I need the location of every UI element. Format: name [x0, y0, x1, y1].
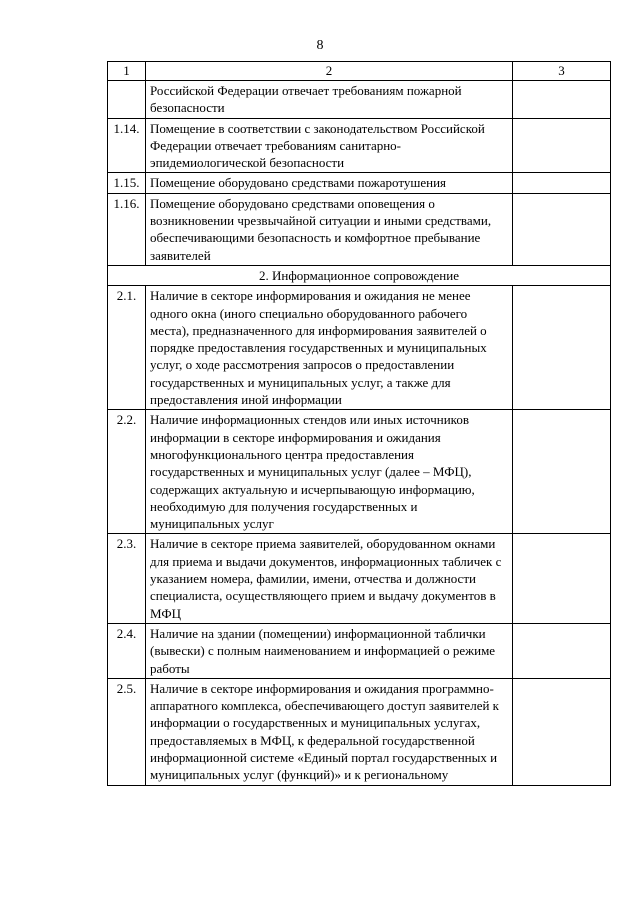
row-text: Наличие в секторе информирования и ожидания программно-аппаратного комплекса, обеспечивающего доступ заявителей к информации о государственных и муниципальных услугах, предоставляемых в МФЦ, к федеральной государственной информационной системе «Единый портал государственных и муниципальных услуг (функций)» и к региональному	[146, 678, 513, 785]
row-number: 1.14.	[108, 118, 146, 173]
table-row	[108, 173, 611, 193]
row-number: 2.2.	[108, 410, 146, 534]
table-header-row	[108, 62, 611, 81]
row-value-cell	[513, 534, 611, 623]
row-number: 2.4.	[108, 623, 146, 678]
row-value-cell	[513, 173, 611, 193]
row-text: Помещение в соответствии с законодательством Российской Федерации отвечает требованиям санитарно-эпидемиологической безопасности	[146, 118, 513, 173]
row-number: 1.16.	[108, 193, 146, 265]
section-title: 2. Информационное сопровождение	[108, 265, 611, 285]
row-value-cell	[513, 623, 611, 678]
row-text: Наличие на здании (помещении) информационной таблички (вывески) с полным наименованием и информацией о режиме работы	[146, 623, 513, 678]
row-value-cell	[513, 193, 611, 265]
checklist-table	[107, 61, 611, 786]
table-row	[108, 193, 611, 265]
row-number: 2.1.	[108, 286, 146, 410]
page-number: 8	[316, 38, 324, 53]
row-value-cell	[513, 286, 611, 410]
row-text: Помещение оборудовано средствами пожаротушения	[146, 173, 513, 193]
row-value-cell	[513, 678, 611, 785]
row-number: 2.3.	[108, 534, 146, 623]
table-row	[108, 534, 611, 623]
row-text: Российской Федерации отвечает требованиям пожарной безопасности	[146, 81, 513, 119]
row-value-cell	[513, 410, 611, 534]
row-number	[108, 81, 146, 119]
row-number: 2.5.	[108, 678, 146, 785]
row-value-cell	[513, 118, 611, 173]
table-row	[108, 623, 611, 678]
row-text: Наличие в секторе приема заявителей, оборудованном окнами для приема и выдачи документов, информационных табличек с указанием номера, фамилии, имени, отчества и должности специалиста, осуществляющего прием и выдачу документов в МФЦ	[146, 534, 513, 623]
row-text: Наличие в секторе информирования и ожидания не менее одного окна (иного специально оборудованного рабочего места), предназначенного для информирования заявителей о порядке предоставления государственных и муниципальных услуг, о ходе рассмотрения запросов о предоставлении государственных и муниципальных услуг, а также для предоставления иной информации	[146, 286, 513, 410]
row-number: 1.15.	[108, 173, 146, 193]
header-col-3: 3	[513, 62, 611, 81]
table-row	[108, 678, 611, 785]
table-row	[108, 118, 611, 173]
header-col-1: 1	[108, 62, 146, 81]
row-text: Помещение оборудовано средствами оповещения о возникновении чрезвычайной ситуации и иными средствами, обеспечивающими безопасность и комфортное пребывание заявителей	[146, 193, 513, 265]
section-header-row	[108, 265, 611, 285]
table-row	[108, 81, 611, 119]
table-row	[108, 410, 611, 534]
header-col-2: 2	[146, 62, 513, 81]
row-text: Наличие информационных стендов или иных источников информации в секторе информирования и ожидания многофункционального центра предоставления государственных и муниципальных услуг (далее – МФЦ), содержащих актуальную и исчерпывающую информацию, необходимую для получения государственных и муниципальных услуг	[146, 410, 513, 534]
table-row	[108, 286, 611, 410]
row-value-cell	[513, 81, 611, 119]
